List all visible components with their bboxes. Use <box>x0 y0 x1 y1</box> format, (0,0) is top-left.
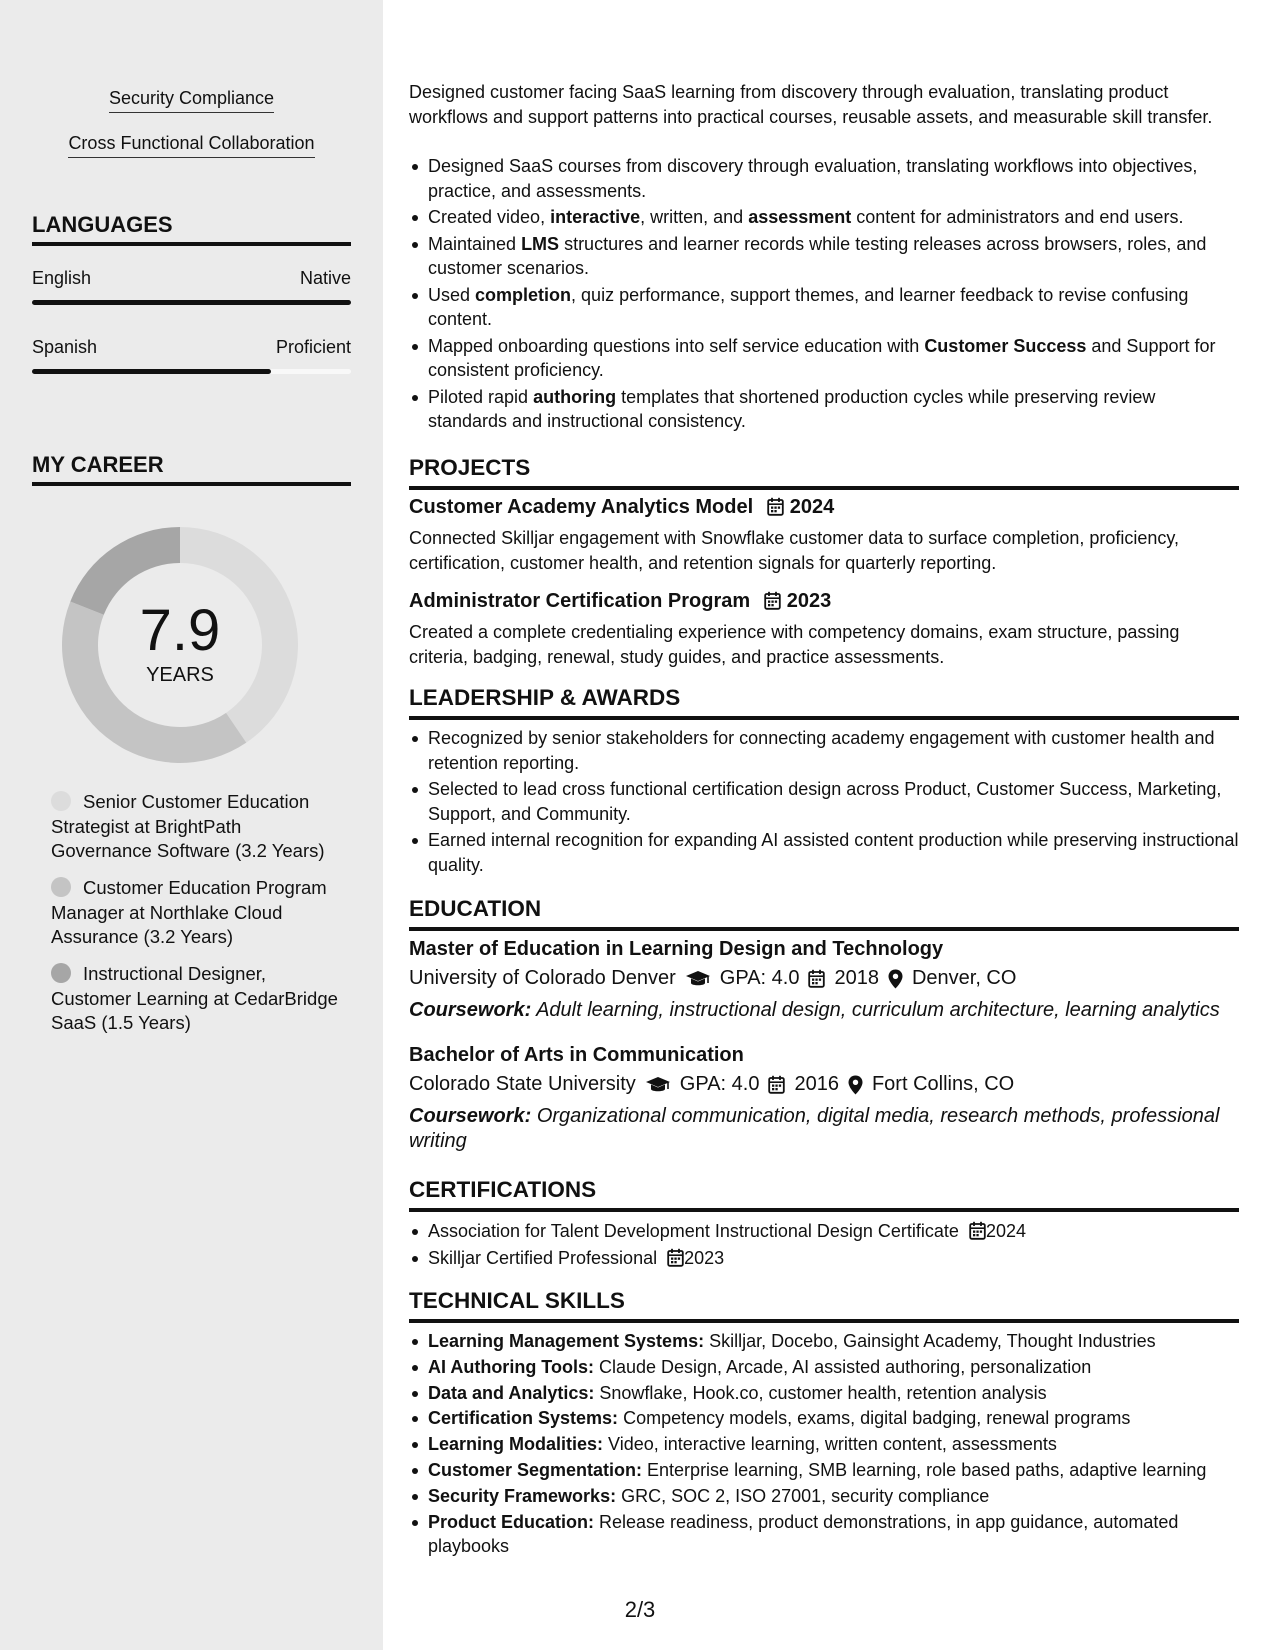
experience-bullet: Piloted rapid authoring templates that shortened production cycles while preserving review standards and instructional consistency. <box>409 385 1239 434</box>
language-row <box>32 337 351 358</box>
experience-summary: Designed customer facing SaaS learning from discovery through evaluation, translating product workflows and support patterns into practical courses, reusable assets, and measurable skill transfer. <box>409 82 1213 127</box>
project-description: Connected Skilljar engagement with Snowflake customer data to surface completion, proficiency, certification, customer health, and retention signals for quarterly reporting. <box>409 528 1180 573</box>
gpa: GPA: 4.0 <box>679 1073 760 1095</box>
education-meta <box>409 1073 1014 1096</box>
certifications-heading: CERTIFICATIONS <box>409 1177 1239 1212</box>
career-total-value: 7.9 <box>139 598 221 663</box>
language-name: English <box>32 268 92 288</box>
career-heading: MY CAREER <box>32 452 351 486</box>
experience-bullets <box>409 154 1239 436</box>
coursework: Coursework: Adult learning, instructional design, curriculum architecture, learning analytics <box>409 999 1220 1021</box>
project-title: Administrator Certification Program <box>409 590 751 612</box>
graduation-cap-icon <box>645 1076 671 1094</box>
language-proficiency-fill <box>32 369 271 374</box>
page-number: 2/3 <box>624 1597 656 1622</box>
projects-heading: PROJECTS <box>409 455 1239 490</box>
skill-tag: Security Compliance <box>0 88 383 113</box>
certifications-list <box>409 1219 1239 1272</box>
project-year: 2024 <box>767 496 834 519</box>
graduation-cap-icon <box>685 970 711 988</box>
language-row <box>32 268 351 289</box>
calendar-icon <box>764 591 781 610</box>
skill-item: Certification Systems: Competency models, exams, digital badging, renewal programs <box>409 1406 1239 1431</box>
career-legend-item <box>51 876 341 950</box>
experience-bullet: Used completion, quiz performance, support themes, and learner feedback to revise confusing content. <box>409 283 1239 332</box>
language-proficiency-fill <box>32 300 351 305</box>
language-level: Native <box>299 268 351 288</box>
map-pin-icon <box>888 969 903 989</box>
graduation-year: 2016 <box>794 1073 839 1095</box>
project-description: Created a complete credentialing experience with competency domains, exam structure, passing criteria, badging, renewal, study guides, and practice assessments. <box>409 622 1180 667</box>
certification-item: Skilljar Certified Professional 2023 <box>409 1246 1239 1271</box>
skill-item: Product Education: Release readiness, product demonstrations, in app guidance, automated playbooks <box>409 1510 1239 1559</box>
language-level: Proficient <box>275 337 351 357</box>
degree-title: Master of Education in Learning Design and Technology <box>409 938 944 960</box>
calendar-icon <box>667 1248 684 1267</box>
project-title-row <box>409 496 834 519</box>
list-item: Recognized by senior stakeholders for connecting academy engagement with customer health and retention reporting. <box>409 726 1239 775</box>
experience-bullet: Mapped onboarding questions into self service education with Customer Success and Support for consistent proficiency. <box>409 334 1239 383</box>
skill-item: Security Frameworks: GRC, SOC 2, ISO 27001, security compliance <box>409 1484 1239 1509</box>
language-name: Spanish <box>32 337 98 357</box>
career-legend-label: Instructional Designer, Customer Learning at CedarBridge SaaS (1.5 Years) <box>51 963 338 1033</box>
degree-title: Bachelor of Arts in Communication <box>409 1044 744 1066</box>
school-location: Fort Collins, CO <box>871 1073 1015 1095</box>
career-legend-item <box>51 962 341 1036</box>
language-proficiency-bar <box>32 300 351 305</box>
project-title: Customer Academy Analytics Model <box>409 496 754 518</box>
career-total-unit: YEARS <box>146 664 214 686</box>
language-proficiency-bar <box>32 369 351 374</box>
career-legend-item <box>51 790 341 864</box>
technical-skills-list <box>409 1329 1239 1560</box>
school-name: University of Colorado Denver <box>409 967 676 989</box>
career-legend-label: Customer Education Program Manager at Northlake Cloud Assurance (3.2 Years) <box>51 877 327 947</box>
school-name: Colorado State University <box>409 1073 636 1095</box>
leadership-bullets <box>409 726 1239 879</box>
graduation-year: 2018 <box>834 967 879 989</box>
certification-item: Association for Talent Development Instructional Design Certificate 2024 <box>409 1219 1239 1244</box>
gpa: GPA: 4.0 <box>719 967 800 989</box>
technical-skills-heading: TECHNICAL SKILLS <box>409 1288 1239 1323</box>
skill-item: AI Authoring Tools: Claude Design, Arcade, AI assisted authoring, personalization <box>409 1355 1239 1380</box>
legend-dot <box>51 963 71 983</box>
calendar-icon <box>768 1075 785 1094</box>
education-meta <box>409 967 1016 990</box>
school-location: Denver, CO <box>911 967 1017 989</box>
experience-bullet: Created video, interactive, written, and assessment content for administrators and end users. <box>409 205 1239 230</box>
map-pin-icon <box>848 1075 863 1095</box>
skill-tag: Cross Functional Collaboration <box>0 133 383 158</box>
education-heading: EDUCATION <box>409 896 1239 931</box>
list-item: Earned internal recognition for expanding AI assisted content production while preserving instructional quality. <box>409 828 1239 877</box>
skill-item: Customer Segmentation: Enterprise learning, SMB learning, role based paths, adaptive learning <box>409 1458 1239 1483</box>
calendar-icon <box>969 1221 986 1240</box>
coursework: Coursework: Organizational communication, digital media, research methods, professional writing <box>409 1105 1220 1152</box>
legend-dot <box>51 791 71 811</box>
project-title-row <box>409 590 831 613</box>
project-year: 2023 <box>764 590 831 613</box>
experience-bullet: Maintained LMS structures and learner records while testing releases across browsers, roles, and customer scenarios. <box>409 232 1239 281</box>
skill-item: Learning Management Systems: Skilljar, Docebo, Gainsight Academy, Thought Industries <box>409 1329 1239 1354</box>
career-legend-label: Senior Customer Education Strategist at BrightPath Governance Software (3.2 Years) <box>51 791 325 861</box>
calendar-icon <box>808 969 825 988</box>
languages-heading: LANGUAGES <box>32 212 351 246</box>
calendar-icon <box>767 497 784 516</box>
skill-item: Data and Analytics: Snowflake, Hook.co, customer health, retention analysis <box>409 1381 1239 1406</box>
legend-dot <box>51 877 71 897</box>
list-item: Selected to lead cross functional certification design across Product, Customer Success, Marketing, Support, and Community. <box>409 777 1239 826</box>
leadership-heading: LEADERSHIP & AWARDS <box>409 685 1239 720</box>
experience-bullet: Designed SaaS courses from discovery through evaluation, translating workflows into objectives, practice, and assessments. <box>409 154 1239 203</box>
skill-item: Learning Modalities: Video, interactive learning, written content, assessments <box>409 1432 1239 1457</box>
career-donut-chart <box>62 527 298 763</box>
